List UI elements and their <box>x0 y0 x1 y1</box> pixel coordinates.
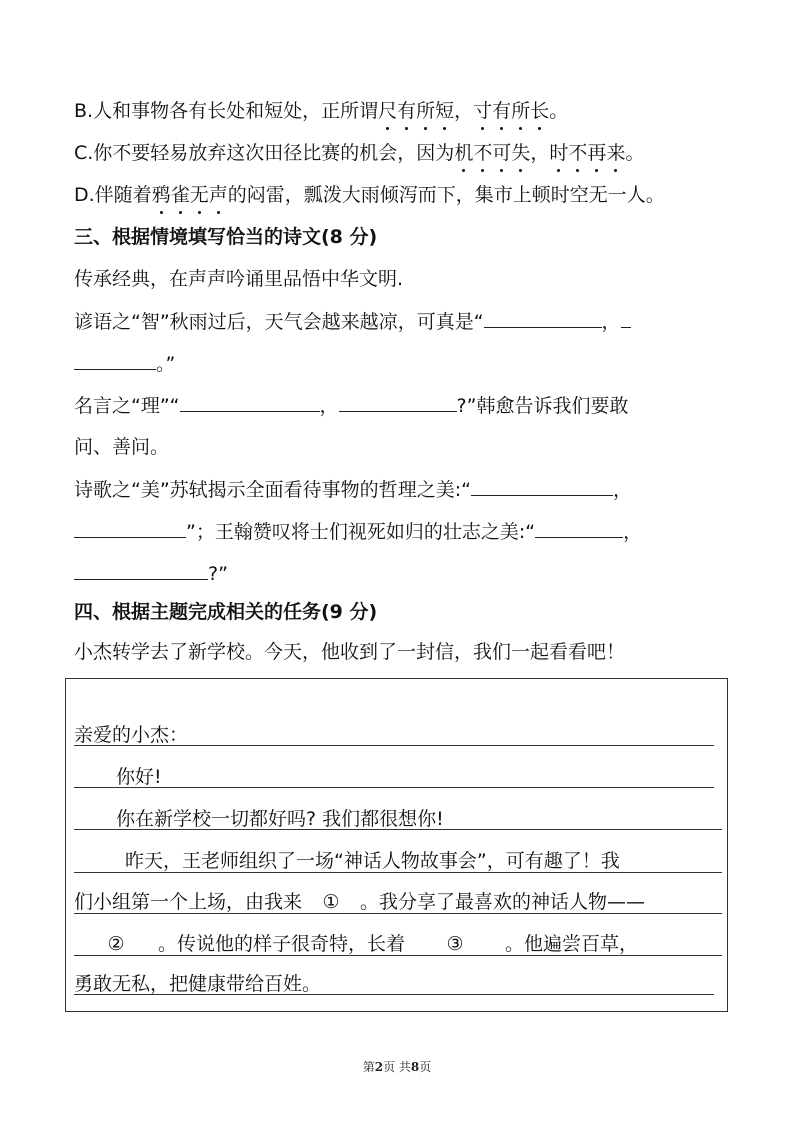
emph-char: 可 <box>492 142 512 164</box>
footer-text: 页 共 <box>383 1060 411 1074</box>
option-b-text: 。 <box>549 100 569 122</box>
letter-rule <box>74 994 714 995</box>
blank-marker-3[interactable]: ③ <box>446 933 464 955</box>
emph-char: 短 <box>435 100 455 122</box>
emph-char: 无 <box>189 184 209 206</box>
footer-text: 第 <box>362 1060 375 1074</box>
letter-greeting: 亲爱的小杰： <box>74 724 189 746</box>
letter-rule <box>74 829 722 830</box>
poem-line <box>74 477 632 502</box>
emph-char: 尺 <box>378 100 398 122</box>
closing-quote: 。” <box>156 353 176 375</box>
page-footer <box>0 1058 794 1075</box>
option-d-text: D.伴随着 <box>74 184 152 206</box>
quote-text: ?”韩愈告诉我们要敢 <box>456 395 629 417</box>
answer-blank[interactable] <box>484 309 602 328</box>
emph-char: 失 <box>511 142 531 164</box>
blank-marker-2[interactable]: ② <box>107 933 125 955</box>
option-c-text: C.你不要轻易放弃这次田径比赛的机会，因为 <box>74 142 455 164</box>
answer-blank[interactable] <box>621 309 631 328</box>
letter-text: 们小组第一个上场，由我来 <box>74 891 303 913</box>
emph-char: 有 <box>492 100 512 122</box>
answer-blank[interactable] <box>180 393 320 412</box>
emph-char: 声 <box>208 184 228 206</box>
section4-title: 四、根据主题完成相关的任务(9 分) <box>74 601 378 623</box>
emph-char: 时 <box>549 142 569 164</box>
emph-char: 不 <box>473 142 493 164</box>
comma: ， <box>319 395 339 417</box>
letter-rule <box>74 787 714 788</box>
closing-quote: ?” <box>208 563 228 585</box>
emph-char: 雀 <box>170 184 190 206</box>
answer-blank[interactable] <box>339 393 457 412</box>
comma: ， <box>623 521 643 543</box>
letter-text: 。他遍尝百草， <box>505 933 639 955</box>
blank-marker-1[interactable]: ① <box>322 891 340 913</box>
letter-paragraph-2-line-2 <box>74 890 645 914</box>
letter-rule <box>74 745 714 746</box>
proverb-text: 谚语之“智”秋雨过后，天气会越来越凉，可真是“ <box>74 311 484 333</box>
emph-char: 机 <box>454 142 474 164</box>
letter-paragraph-2-line-4: 勇敢无私，把健康带给百姓。 <box>74 973 322 995</box>
letter-hello: 你好! <box>116 766 162 788</box>
letter-paragraph-1: 你在新学校一切都好吗? 我们都很想你! <box>116 808 444 830</box>
answer-blank[interactable] <box>74 351 156 370</box>
poem-text: ”；王翰赞叹将士们视死如归的壮志之美:“ <box>186 521 536 543</box>
section4-intro: 小杰转学去了新学校。今天，他收到了一封信，我们一起看看吧！ <box>74 641 626 663</box>
poem-line-3 <box>74 561 228 586</box>
total-pages: 8 <box>410 1060 420 1074</box>
emph-char: 所 <box>511 100 531 122</box>
emph-char: 长 <box>530 100 550 122</box>
section3-intro: 传承经典，在声声吟诵里品悟中华文明. <box>74 268 404 290</box>
option-d-text: 的闷雷，瓢泼大雨倾泻而下，集市上顿时空无一人。 <box>227 184 665 206</box>
letter-text: 。传说他的样子很奇特，长着 <box>158 933 406 955</box>
option-d <box>74 183 665 207</box>
option-b <box>74 99 568 123</box>
emph-char: 所 <box>416 100 436 122</box>
comma: ， <box>601 311 621 333</box>
page-number: 2 <box>374 1060 384 1074</box>
emph-char: 再 <box>587 142 607 164</box>
emph-char: 有 <box>397 100 417 122</box>
letter-paragraph-2-line-1: 昨天，王老师组织了一场“神话人物故事会”，可有趣了！我 <box>125 850 620 872</box>
footer-text: 页 <box>419 1060 432 1074</box>
letter-paragraph-2-line-3 <box>74 932 638 956</box>
emph-char: 鸦 <box>151 184 171 206</box>
answer-blank[interactable] <box>471 477 613 496</box>
emph-char: 来 <box>606 142 626 164</box>
letter-rule <box>74 872 722 873</box>
comma: ， <box>612 479 632 501</box>
quote-line-2: 问、善问。 <box>74 436 170 458</box>
option-c <box>74 141 644 165</box>
option-c-text: 。 <box>625 142 645 164</box>
option-c-text: ， <box>530 142 550 164</box>
letter-rule <box>74 955 722 956</box>
poem-line-2 <box>74 519 642 544</box>
quote-text: 名言之“理”“ <box>74 395 180 417</box>
quote-line <box>74 393 628 418</box>
proverb-line-2 <box>74 351 175 376</box>
letter-text: 。我分享了最喜欢的神话人物—— <box>360 891 646 913</box>
option-b-text: ， <box>454 100 474 122</box>
section3-title: 三、根据情境填写恰当的诗文(8 分) <box>74 226 378 248</box>
poem-text: 诗歌之“美”苏轼揭示全面看待事物的哲理之美:“ <box>74 479 471 501</box>
answer-blank[interactable] <box>535 519 623 538</box>
option-b-text: B.人和事物各有长处和短处，正所谓 <box>74 100 379 122</box>
letter-rule <box>74 913 722 914</box>
emph-char: 寸 <box>473 100 493 122</box>
answer-blank[interactable] <box>74 519 186 538</box>
answer-blank[interactable] <box>74 561 208 580</box>
proverb-line <box>74 309 631 334</box>
emph-char: 不 <box>568 142 588 164</box>
